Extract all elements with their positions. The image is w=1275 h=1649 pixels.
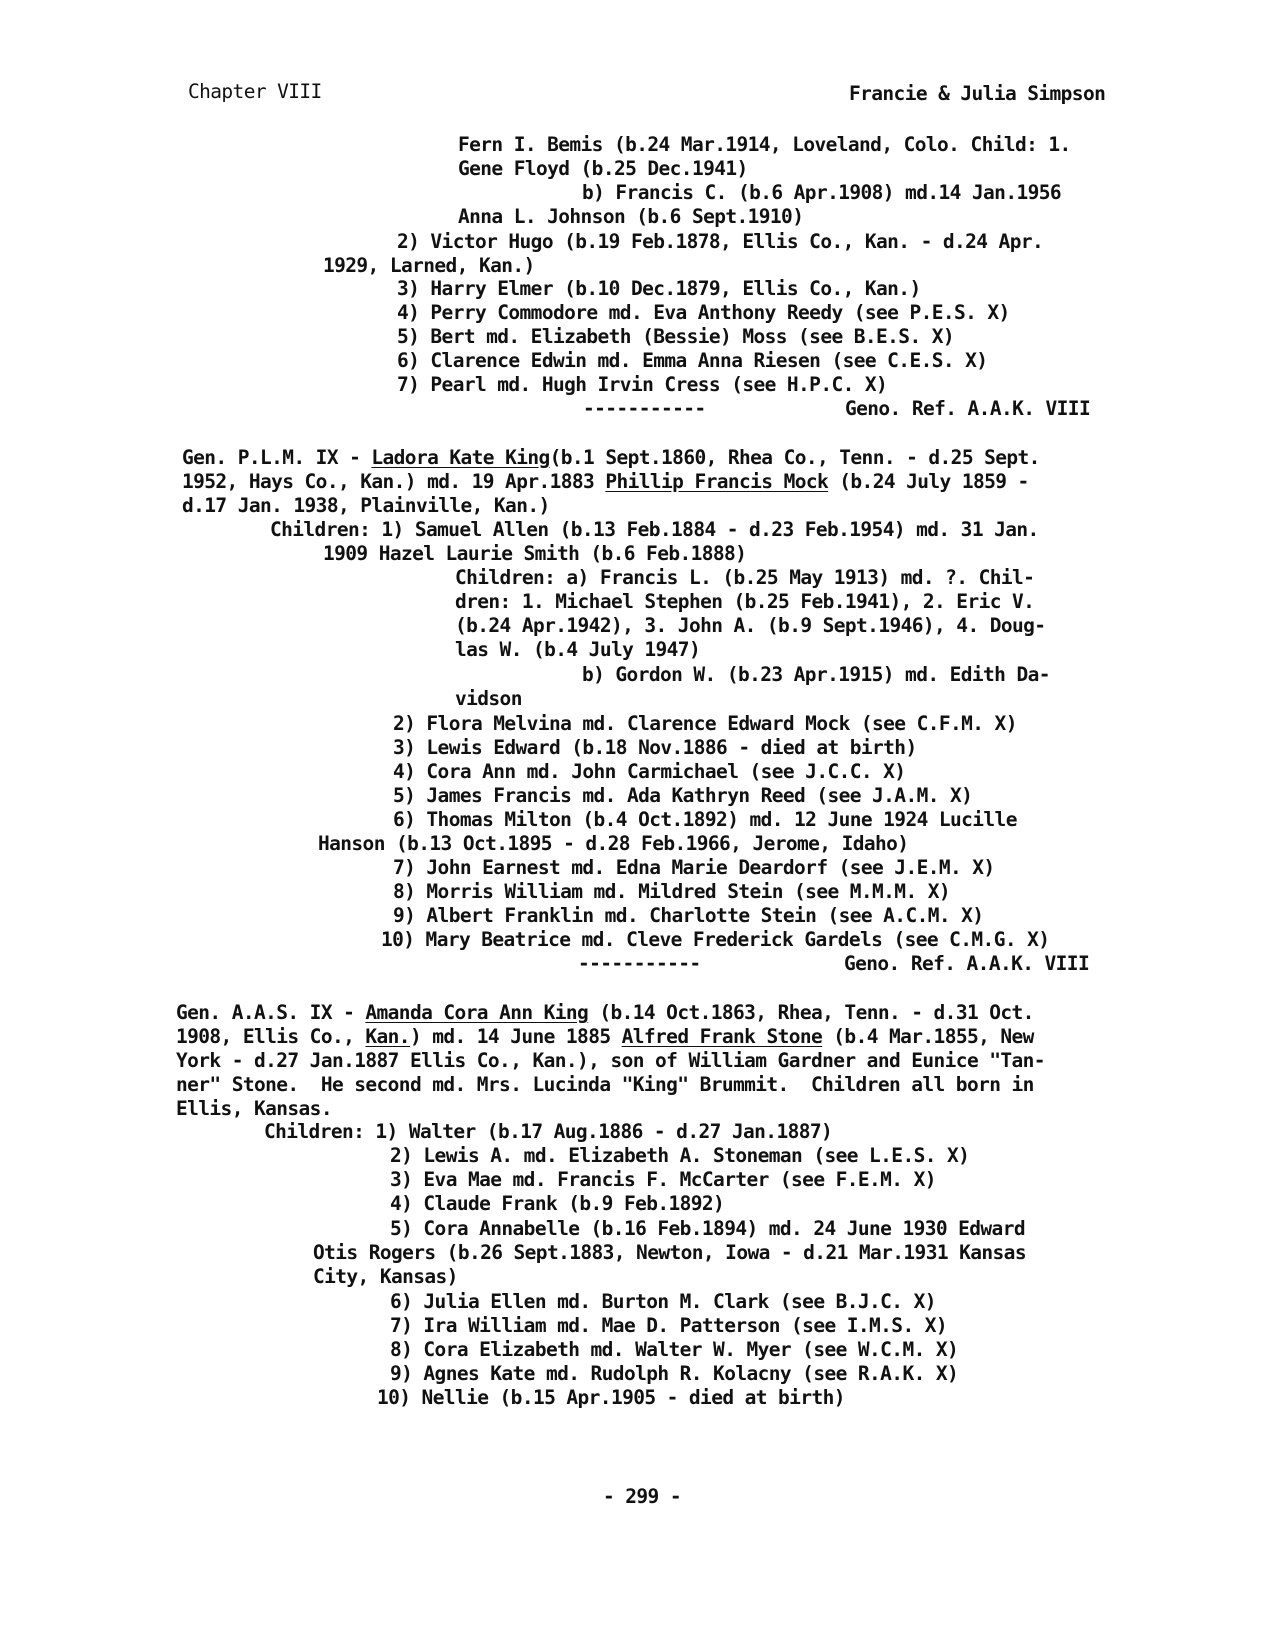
text-line: 6) Clarence Edwin md. Emma Anna Riesen (see C.E.S. X) [397, 349, 988, 372]
text-line: 2) Victor Hugo (b.19 Feb.1878, Ellis Co., Kan. - d.24 Apr. [397, 230, 1044, 253]
geno-reference: Geno. Ref. A.A.K. VIII [845, 397, 1091, 420]
children-line: Children: 1) Samuel Allen (b.13 Feb.1884 - d.23 Feb.1954) md. 31 Jan. [270, 518, 1039, 541]
page-number: - 299 - [603, 1485, 681, 1508]
geno-reference: Geno. Ref. A.A.K. VIII [844, 952, 1090, 975]
children-line: Children: 1) Walter (b.17 Aug.1886 - d.27 Jan.1887) [264, 1120, 833, 1143]
text-line: 2) Lewis A. md. Elizabeth A. Stoneman (see L.E.S. X) [390, 1144, 970, 1167]
text-line: City, Kansas) [313, 1265, 458, 1288]
text-line: 9) Agnes Kate md. Rudolph R. Kolacny (see R.A.K. X) [390, 1362, 959, 1385]
text-line: b) Francis C. (b.6 Apr.1908) md.14 Jan.1956 [582, 181, 1062, 204]
text-line: 7) John Earnest md. Edna Marie Deardorf (see J.E.M. X) [393, 856, 995, 879]
text-line: 5) James Francis md. Ada Kathryn Reed (see J.A.M. X) [393, 784, 973, 807]
text-line: 4) Cora Ann md. John Carmichael (see J.C.C. X) [393, 760, 906, 783]
separator-dashes: ----------- [583, 397, 706, 420]
chapter-heading: Chapter VIII [188, 80, 322, 103]
text-line: 3) Harry Elmer (b.10 Dec.1879, Ellis Co., Kan.) [397, 277, 921, 300]
text-line: 2) Flora Melvina md. Clarence Edward Mock (see C.F.M. X) [393, 712, 1017, 735]
text-line: 10) Mary Beatrice md. Cleve Frederick Gardels (see C.M.G. X) [381, 928, 1050, 951]
text-line: 6) Julia Ellen md. Burton M. Clark (see B.J.C. X) [390, 1290, 936, 1313]
text-line: (b.24 Apr.1942), 3. John A. (b.9 Sept.1946), 4. Doug- [455, 614, 1046, 637]
text-line: Otis Rogers (b.26 Sept.1883, Newton, Iowa - d.21 Mar.1931 Kansas [313, 1241, 1026, 1264]
text-line: 3) Lewis Edward (b.18 Nov.1886 - died at birth) [393, 736, 917, 759]
text-line: 5) Bert md. Elizabeth (Bessie) Moss (see B.E.S. X) [397, 325, 954, 348]
text-line: Anna L. Johnson (b.6 Sept.1910) [458, 205, 804, 228]
text-line: Hanson (b.13 Oct.1895 - d.28 Feb.1966, Jerome, Idaho) [318, 832, 909, 855]
text-line: 8) Morris William md. Mildred Stein (see M.M.M. X) [393, 880, 950, 903]
text-line: 3) Eva Mae md. Francis F. McCarter (see F.E.M. X) [390, 1168, 936, 1191]
text-line: 5) Cora Annabelle (b.16 Feb.1894) md. 24 June 1930 Edward [390, 1217, 1025, 1240]
text-line: vidson [455, 687, 522, 710]
text-line: 4) Claude Frank (b.9 Feb.1892) [390, 1192, 725, 1215]
text-line: 10) Nellie (b.15 Apr.1905 - died at birth) [377, 1386, 845, 1409]
spouse-name-underlined: Phillip Francis Mock [605, 470, 829, 493]
spouse-name-underlined: Alfred Frank Stone [621, 1025, 823, 1048]
text-line: Ellis, Kansas. [176, 1097, 332, 1120]
text-line: Gene Floyd (b.25 Dec.1941) [458, 157, 748, 180]
text-line: 9) Albert Franklin md. Charlotte Stein (see A.C.M. X) [393, 904, 984, 927]
person-name-underlined: Amanda Cora Ann King [365, 1001, 589, 1024]
text-line: 1909 Hazel Laurie Smith (b.6 Feb.1888) [323, 542, 747, 565]
entry-heading-line: Gen. A.A.S. IX - Amanda Cora Ann King (b.14 Oct.1863, Rhea, Tenn. - d.31 Oct. [176, 1001, 1034, 1024]
entry-heading-line: Gen. P.L.M. IX - Ladora Kate King(b.1 Sept.1860, Rhea Co., Tenn. - d.25 Sept. [182, 446, 1040, 469]
text-line: ner" Stone. He second md. Mrs. Lucinda "King" Brummit. Children all born in [176, 1073, 1034, 1096]
text-line: b) Gordon W. (b.23 Apr.1915) md. Edith Da- [582, 663, 1050, 686]
family-heading: Francie & Julia Simpson [849, 82, 1106, 105]
text-line: dren: 1. Michael Stephen (b.25 Feb.1941), 2. Eric V. [455, 590, 1035, 613]
separator-dashes: ----------- [578, 952, 701, 975]
text-line: 7) Pearl md. Hugh Irvin Cress (see H.P.C. X) [397, 373, 888, 396]
text-line: 8) Cora Elizabeth md. Walter W. Myer (see W.C.M. X) [390, 1338, 959, 1361]
text-line: 1908, Ellis Co., Kan.) md. 14 June 1885 Alfred Frank Stone (b.4 Mar.1855, New [176, 1025, 1034, 1048]
text-line: las W. (b.4 July 1947) [455, 638, 701, 661]
text-line: 1952, Hays Co., Kan.) md. 19 Apr.1883 Phillip Francis Mock (b.24 July 1859 - [182, 470, 1029, 493]
text-line: 7) Ira William md. Mae D. Patterson (see I.M.S. X) [390, 1314, 947, 1337]
text-line: Children: a) Francis L. (b.25 May 1913) md. ?. Chil- [455, 566, 1035, 589]
person-name-underlined: Ladora Kate King [371, 446, 550, 469]
text-line: Fern I. Bemis (b.24 Mar.1914, Loveland, Colo. Child: 1. [458, 133, 1071, 156]
text-line: 6) Thomas Milton (b.4 Oct.1892) md. 12 June 1924 Lucille [393, 808, 1017, 831]
text-line: 4) Perry Commodore md. Eva Anthony Reedy (see P.E.S. X) [397, 301, 1010, 324]
text-line: d.17 Jan. 1938, Plainville, Kan.) [182, 494, 550, 517]
text-line: 1929, Larned, Kan.) [323, 254, 535, 277]
text-line: York - d.27 Jan.1887 Ellis Co., Kan.), son of William Gardner and Eunice "Tan- [176, 1049, 1045, 1072]
